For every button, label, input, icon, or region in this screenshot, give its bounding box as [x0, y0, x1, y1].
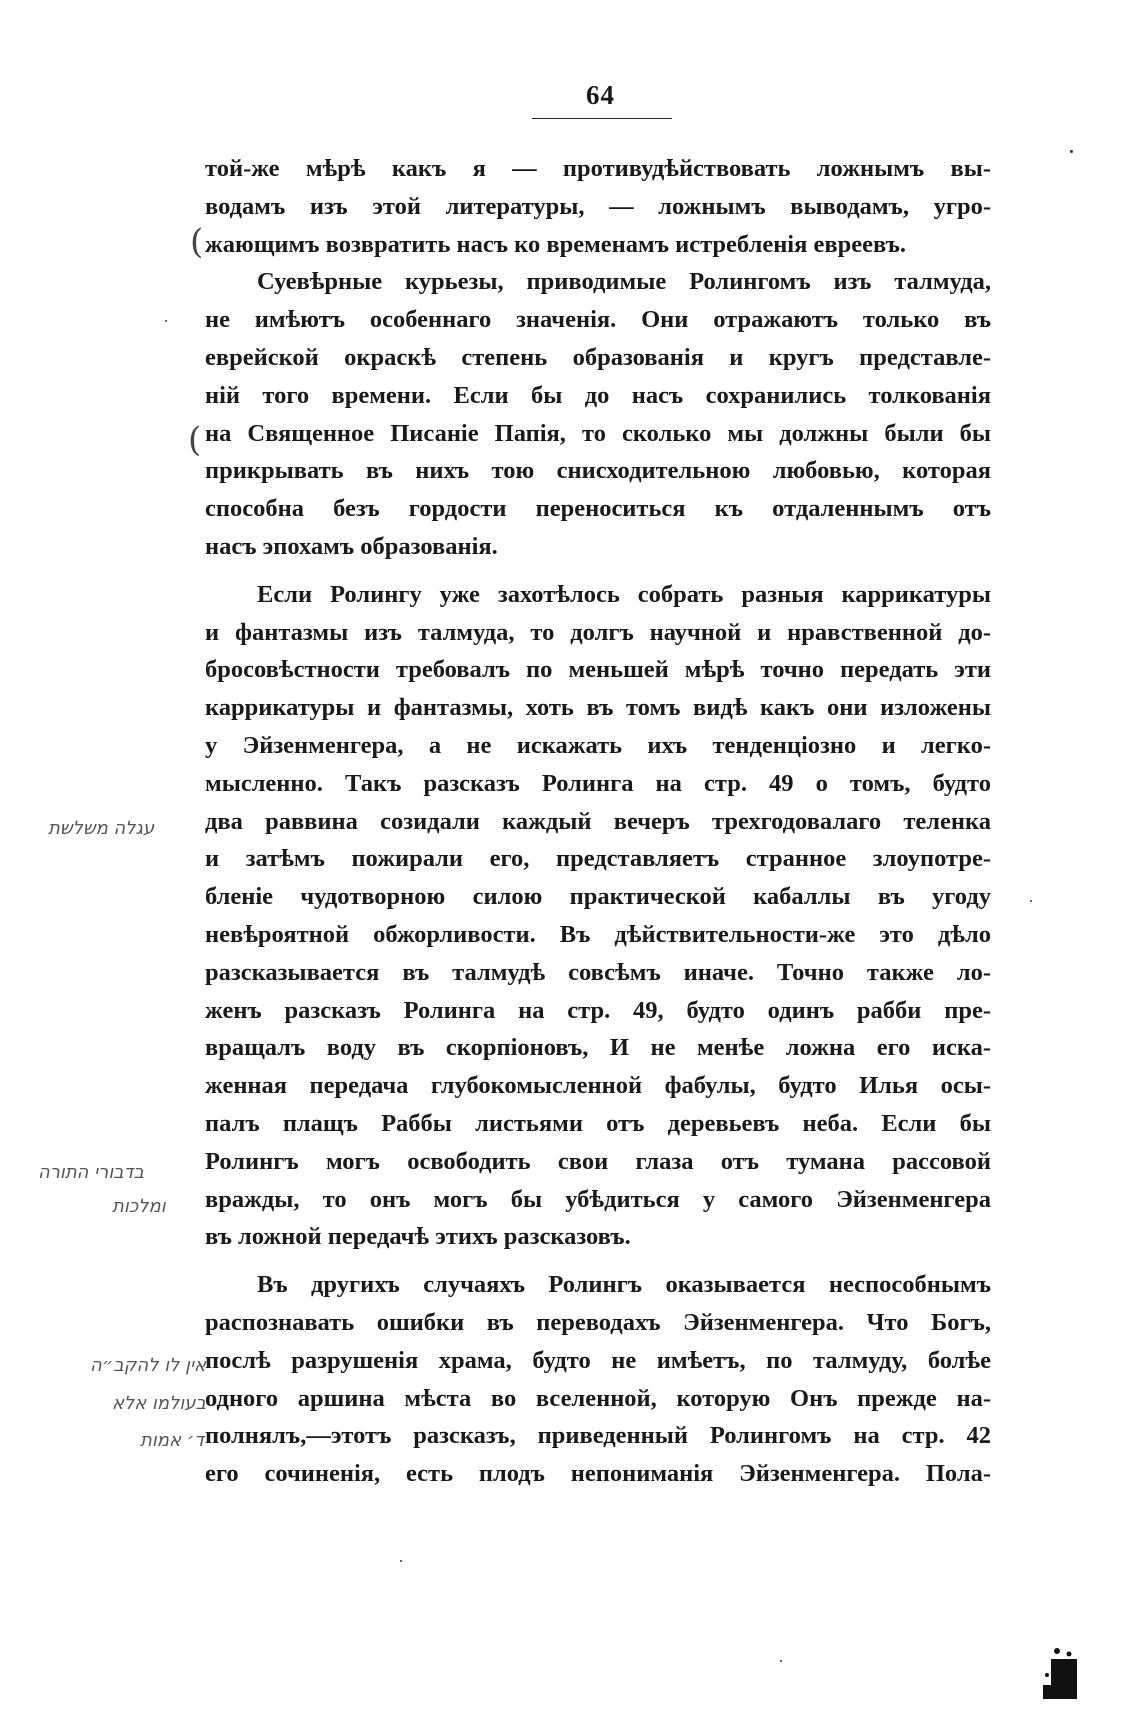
text-line: жающимъ возвратить насъ ко временамъ истребленія евреевъ. — [205, 230, 907, 258]
text-line: насъ эпохамъ образованія. — [205, 532, 498, 560]
paragraph-2 — [205, 263, 991, 565]
margin-note-handwritten: בדבורי התורה — [38, 1162, 144, 1183]
text-line: въ ложной передачѣ этихъ разсказовъ. — [205, 1223, 631, 1251]
text-line: вражды, то онъ могъ бы убѣдиться у самого Эйзенменгера — [205, 1185, 991, 1213]
text-line: одного аршина мѣста во вселенной, которую Онъ прежде на- — [205, 1384, 991, 1412]
scan-speck — [780, 1660, 782, 1662]
margin-note-handwritten: עגלה משלשת — [48, 818, 155, 839]
text-line: мысленно. Такъ разсказъ Ролинга на стр. 49 о томъ, будто — [205, 769, 991, 797]
text-line: прикрывать въ нихъ тою снисходительною любовью, которая — [205, 457, 991, 485]
text-line: водамъ изъ этой литературы, — ложнымъ выводамъ, угро- — [205, 192, 991, 220]
text-line: бленіе чудотворною силою практической кабаллы въ угоду — [205, 883, 991, 911]
text-line: распознавать ошибки въ переводахъ Эйзенменгера. Что Богъ, — [205, 1308, 991, 1336]
page-number: 64 — [586, 80, 615, 110]
scan-speck — [1070, 150, 1073, 153]
scan-speck — [400, 1560, 402, 1562]
paragraph-3 — [205, 576, 991, 1256]
text-line: женная передача глубокомысленной фабулы, будто Илья осы- — [205, 1072, 991, 1100]
text-line: вращалъ воду въ скорпіоновъ, И не менѣе ложна его иска- — [205, 1034, 991, 1062]
page-number-rule — [532, 118, 672, 119]
text-line: и фантазмы изъ талмуда, то долгъ научной и нравственной до- — [205, 618, 991, 646]
text-line: и затѣмъ пожирали его, представляетъ странное злоупотре- — [205, 845, 991, 873]
text-line: невѣроятной обжорливости. Въ дѣйствительности-же это дѣло — [205, 920, 991, 948]
text-line: на Священное Писаніе Папія, то сколько мы должны были бы — [205, 419, 991, 447]
text-line: его сочиненія, есть плодъ непониманія Эйзенменгера. Пола- — [205, 1460, 991, 1488]
text-body — [205, 150, 991, 1493]
scan-speck — [165, 320, 167, 322]
margin-bracket: ( — [188, 420, 202, 460]
text-line: Если Ролингу уже захотѣлось собрать разныя каррикатуры — [257, 580, 991, 608]
text-line: не имѣютъ особеннаго значенія. Они отражаютъ только въ — [205, 306, 991, 334]
text-line: бросовѣстности требовалъ по меньшей мѣрѣ точно передать эти — [205, 656, 991, 684]
margin-note-handwritten: ד׳ אמות — [140, 1430, 205, 1451]
ink-blot-mark — [1043, 1645, 1079, 1701]
margin-note-handwritten: ומלכות — [112, 1196, 166, 1217]
scan-speck — [1030, 900, 1032, 902]
text-line: полнялъ,—этотъ разсказъ, приведенный Ролингомъ на стр. 42 — [205, 1422, 991, 1450]
text-line: Въ другихъ случаяхъ Ролингъ оказывается неспособнымъ — [257, 1271, 991, 1299]
text-line: разсказывается въ талмудѣ совсѣмъ иначе. Точно также ло- — [205, 958, 991, 986]
text-line: послѣ разрушенія храма, будто не имѣетъ, по талмуду, болѣе — [205, 1346, 991, 1374]
text-line: два раввина созидали каждый вечеръ трехгодовалаго теленка — [205, 807, 991, 835]
text-line: способна безъ гордости переноситься къ отдаленнымъ отъ — [205, 495, 991, 523]
paragraph-4 — [205, 1266, 991, 1493]
text-line: женъ разсказъ Ролинга на стр. 49, будто одинъ рабби пре- — [205, 996, 991, 1024]
margin-note-handwritten: בעולמו אלא — [112, 1393, 206, 1414]
text-line: Суевѣрные курьезы, приводимые Ролингомъ изъ талмуда, — [257, 268, 991, 296]
text-line: еврейской окраскѣ степень образованія и кругъ представле- — [205, 343, 991, 371]
text-line: ній того времени. Если бы до насъ сохранились толкованія — [205, 381, 991, 409]
margin-note-handwritten: אין לו להקב״ה — [90, 1355, 207, 1376]
text-line: палъ плащъ Раббы листьями отъ деревьевъ неба. Если бы — [205, 1109, 991, 1137]
margin-bracket: ( — [190, 222, 204, 262]
text-line: каррикатуры и фантазмы, хоть въ томъ видѣ какъ они изложены — [205, 694, 991, 722]
text-line: той-же мѣрѣ какъ я — противудѣйствовать ложнымъ вы- — [205, 155, 991, 182]
paragraph-1 — [205, 150, 991, 263]
text-line: у Эйзенменгера, а не искажать ихъ тенденціозно и легко- — [205, 731, 991, 759]
text-line: Ролингъ могъ освободить свои глаза отъ тумана рассовой — [205, 1147, 991, 1175]
